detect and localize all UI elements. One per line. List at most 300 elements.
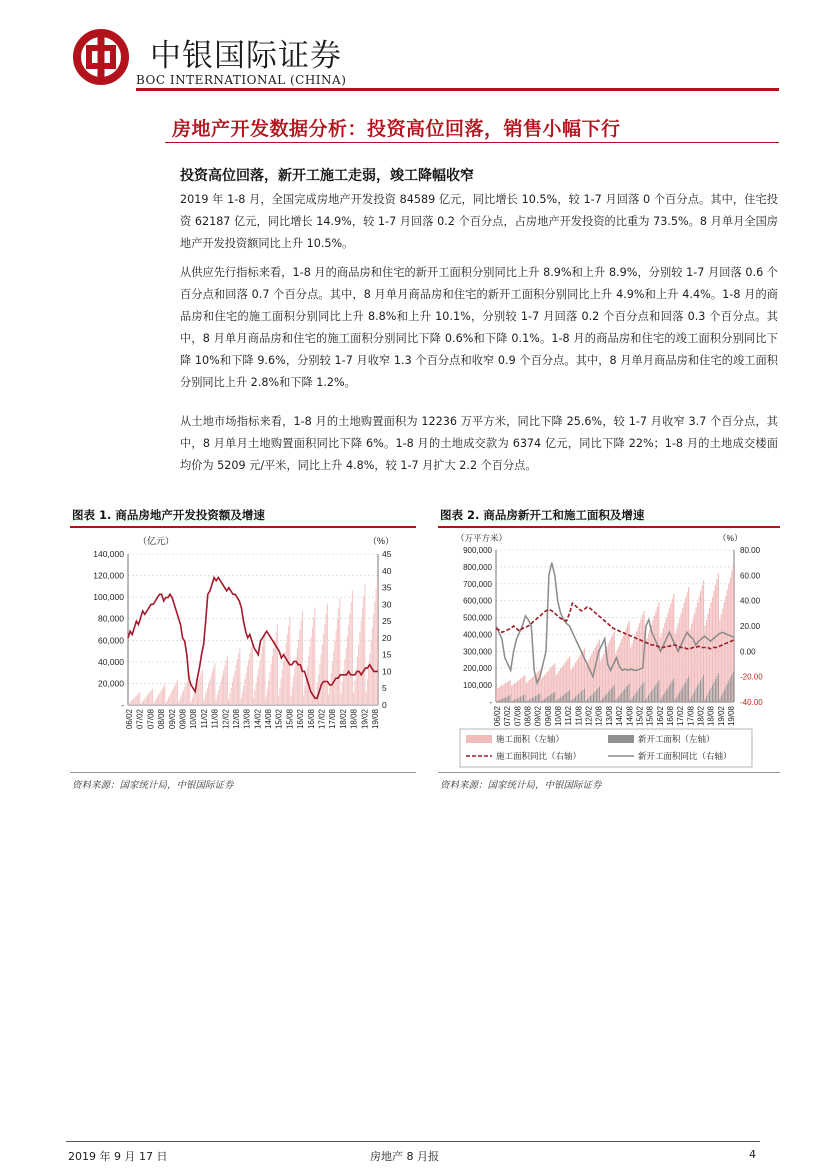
investment-bar — [309, 647, 310, 705]
construction-area-bar — [575, 663, 576, 702]
new-start-area-bar — [648, 695, 649, 702]
investment-bar — [198, 680, 199, 705]
new-start-area-bar — [666, 690, 667, 702]
investment-bar — [173, 688, 174, 705]
x-tick-label: 18/02 — [338, 709, 348, 730]
x-tick-label: 06/02 — [493, 706, 502, 727]
investment-bar — [183, 690, 184, 705]
investment-bar — [284, 652, 285, 705]
new-start-area-bar — [526, 701, 527, 702]
x-tick-label: 17/02 — [676, 706, 686, 727]
investment-bar — [168, 698, 169, 705]
construction-area-bar — [725, 596, 726, 702]
new-start-area-bar — [676, 697, 677, 702]
right-tick-label: 10 — [382, 666, 392, 677]
investment-bar — [303, 695, 304, 705]
right-tick-label: 15 — [382, 649, 392, 660]
investment-bar — [221, 680, 222, 705]
investment-bar — [369, 653, 370, 705]
investment-bar — [149, 692, 150, 705]
construction-area-bar — [530, 679, 531, 702]
investment-bar — [368, 666, 369, 705]
x-tick-label: 16/02 — [296, 709, 306, 730]
section-heading: 投资高位回落，新开工施工走弱，竣工降幅收窄 — [180, 168, 474, 184]
investment-bar — [251, 647, 252, 705]
construction-area-bar — [694, 613, 695, 702]
construction-area-bar — [526, 683, 527, 702]
x-tick-label: 11/08 — [210, 709, 220, 729]
new-start-area-bar — [632, 698, 633, 702]
investment-bar — [361, 620, 362, 705]
investment-bar — [233, 676, 234, 705]
x-tick-label: 16/08 — [306, 709, 316, 730]
investment-bar — [308, 656, 309, 705]
construction-area-bar — [678, 623, 679, 702]
new-start-area-bar — [542, 700, 543, 702]
construction-area-bar — [602, 657, 603, 702]
left-tick-label: 600,000 — [463, 596, 492, 606]
investment-bar — [291, 696, 292, 705]
investment-bar — [352, 591, 353, 705]
x-tick-label: 07/02 — [503, 706, 513, 727]
investment-bar — [263, 639, 264, 705]
investment-bar — [311, 637, 312, 705]
new-start-area-bar — [562, 696, 563, 702]
left-tick-label: - — [121, 700, 124, 710]
investment-bar — [346, 648, 347, 705]
investment-bar — [253, 698, 254, 705]
investment-bar — [242, 692, 243, 705]
new-start-area-bar — [496, 701, 497, 702]
new-start-area-bar — [577, 695, 578, 702]
left-tick-label: 200,000 — [463, 664, 492, 674]
figure-2-source: 资料来源：国家统计局，中银国际证券 — [440, 780, 602, 791]
new-start-area-bar — [706, 696, 707, 702]
investment-bar — [204, 697, 205, 705]
investment-bar — [181, 696, 182, 705]
new-start-area-bar — [594, 691, 595, 702]
company-name-cn: 中银国际证券 — [150, 38, 342, 74]
investment-bar — [214, 663, 215, 705]
construction-area-bar — [545, 674, 546, 702]
investment-bar — [331, 673, 332, 705]
new-start-area-bar — [685, 682, 686, 702]
left-tick-label: 80,000 — [98, 613, 124, 624]
new-start-area-bar — [691, 697, 692, 702]
investment-bar — [357, 657, 358, 705]
new-start-area-bar — [525, 694, 526, 702]
investment-bar — [266, 697, 267, 705]
new-start-area-bar — [675, 699, 676, 702]
investment-bar — [236, 665, 237, 705]
new-start-area-bar — [569, 690, 570, 702]
left-tick-label: 140,000 — [93, 549, 124, 559]
investment-bar — [203, 701, 204, 705]
new-start-area-bar — [608, 692, 609, 702]
x-tick-label: 15/08 — [285, 709, 295, 730]
figure-1-title: 图表 1. 商品房地产开发投资额及增速 — [72, 508, 265, 522]
investment-bar — [193, 694, 194, 705]
new-start-area-bar — [644, 682, 645, 702]
construction-area-bar — [722, 608, 723, 702]
x-tick-label: 06/02 — [125, 709, 134, 730]
right-tick-label: -20.00 — [740, 672, 763, 682]
investment-bar — [157, 697, 158, 705]
investment-bar — [353, 693, 354, 705]
company-name-en: BOC INTERNATIONAL (CHINA) — [136, 73, 347, 87]
new-start-area-bar — [597, 688, 598, 702]
investment-bar — [239, 648, 240, 705]
new-start-area-bar — [687, 679, 688, 702]
new-start-area-bar — [580, 693, 581, 702]
new-start-area-bar — [642, 684, 643, 702]
investment-bar — [279, 687, 280, 705]
x-tick-label: 18/02 — [696, 706, 706, 727]
construction-area-bar — [511, 686, 512, 702]
investment-bar — [153, 703, 154, 705]
construction-area-bar — [660, 638, 661, 702]
investment-bar — [274, 640, 275, 705]
construction-area-bar — [514, 683, 515, 702]
boc-logo-icon — [72, 28, 130, 86]
new-start-area-bar — [654, 687, 655, 702]
investment-bar — [281, 678, 282, 705]
new-start-area-bar — [699, 683, 700, 702]
construction-area-bar — [724, 602, 725, 702]
investment-bar — [243, 686, 244, 705]
investment-bar — [252, 640, 253, 705]
investment-bar — [164, 685, 165, 705]
x-tick-label: 19/02 — [716, 706, 726, 727]
right-tick-label: 0.00 — [740, 647, 756, 657]
new-start-area-bar — [592, 694, 593, 702]
construction-area-bar — [707, 614, 708, 702]
investment-bar — [186, 684, 187, 705]
x-tick-label: 11/08 — [574, 706, 584, 726]
construction-area-bar — [498, 688, 499, 702]
investment-bar — [246, 673, 247, 705]
investment-bar — [176, 683, 177, 705]
new-start-area-bar — [519, 697, 520, 702]
investment-bar — [223, 670, 224, 705]
investment-bar — [367, 679, 368, 705]
investment-bar — [339, 598, 340, 705]
new-start-area-bar — [690, 699, 691, 702]
investment-bar — [212, 671, 213, 705]
investment-bar — [268, 681, 269, 705]
investment-bar — [364, 584, 365, 705]
left-tick-label: 500,000 — [463, 613, 492, 623]
new-start-area-bar — [498, 701, 499, 702]
investment-bar — [344, 659, 345, 705]
new-start-area-bar — [609, 690, 610, 702]
new-start-area-bar — [623, 691, 624, 702]
investment-bar — [343, 671, 344, 705]
new-start-area-bar — [688, 677, 689, 702]
construction-area-bar — [710, 603, 711, 702]
construction-area-bar — [709, 608, 710, 702]
new-start-area-bar — [663, 695, 664, 702]
construction-area-bar — [721, 614, 722, 702]
investment-bar — [273, 648, 274, 705]
new-start-area-bar — [563, 695, 564, 702]
investment-bar — [326, 614, 327, 705]
investment-bar — [302, 611, 303, 705]
new-start-area-bar — [584, 688, 585, 702]
new-start-area-bar — [705, 699, 706, 702]
x-tick-label: 10/08 — [554, 706, 564, 727]
new-start-area-bar — [657, 682, 658, 702]
new-start-area-bar — [507, 697, 508, 702]
investment-bar — [178, 702, 179, 705]
investment-bar — [321, 654, 322, 705]
investment-bar — [191, 701, 192, 705]
new-start-area-bar — [660, 700, 661, 702]
investment-bar — [294, 667, 295, 705]
investment-bar — [363, 596, 364, 705]
new-start-area-bar — [621, 693, 622, 702]
construction-area-bar — [529, 680, 530, 702]
investment-bar — [161, 691, 162, 705]
investment-bar — [219, 685, 220, 705]
investment-bar — [334, 641, 335, 705]
new-start-area-bar — [522, 696, 523, 702]
left-tick-label: 100,000 — [93, 592, 124, 603]
investment-bar — [241, 699, 242, 705]
construction-area-bar — [544, 675, 545, 702]
investment-bar — [206, 692, 207, 705]
new-start-area-bar — [547, 697, 548, 702]
header-rule — [136, 88, 779, 91]
investment-bar — [137, 695, 138, 705]
new-start-area-bar — [560, 697, 561, 702]
new-start-area-bar — [520, 697, 521, 702]
investment-bar — [259, 661, 260, 705]
investment-bar — [166, 703, 167, 705]
investment-bar — [354, 681, 355, 705]
footer-rule — [66, 1141, 760, 1142]
investment-bar — [227, 655, 228, 705]
investment-bar — [133, 699, 134, 705]
investment-bar — [222, 675, 223, 705]
investment-bar — [167, 700, 168, 705]
new-start-area-bar — [541, 701, 542, 702]
construction-area-bar — [574, 665, 575, 702]
investment-bar — [249, 653, 250, 705]
new-start-area-bar — [517, 698, 518, 702]
paragraph-investment: 2019 年 1-8 月，全国完成房地产开发投资 84589 亿元，同比增长 10.5%，较 1-7 月回落 0 个百分点。其中，住宅投资 62187 亿元，同比增长 14.9%，较 1-7 月回落 0.2 个百分点，占房地产开发投资的比重为 73.5%。8 月单月全国房地产开发投资额同比上升 10.5%。 — [180, 193, 778, 250]
new-start-area-bar — [504, 698, 505, 702]
investment-bar — [128, 704, 129, 705]
investment-bar — [172, 690, 173, 705]
paragraph-land: 从土地市场指标来看，1-8 月的土地购置面积为 12236 万平方米，同比下降 25.6%，较 1-7 月收窄 3.7 个百分点，其中，8 月单月土地购置面积同比下降 6%。1-8 月的土地成交款为 6374 亿元，同比下降 22%；1-8 月的土地成交楼面均价为 5209 元/平米，同比上升 4.8%，较 1-7 月扩大 2.2 个百分点。 — [180, 415, 778, 472]
investment-chart — [70, 530, 416, 770]
right-tick-label: 60.00 — [740, 571, 761, 581]
construction-area-bar — [706, 620, 707, 702]
investment-bar — [231, 688, 232, 705]
investment-bar — [283, 661, 284, 705]
investment-bar — [177, 680, 178, 705]
new-start-area-bar — [636, 692, 637, 702]
investment-bar — [179, 699, 180, 705]
new-start-area-bar — [641, 686, 642, 702]
new-start-area-bar — [672, 681, 673, 702]
construction-area-bar — [541, 679, 542, 702]
report-title: 房地产开发数据分析：投资高位回落，销售小幅下行 — [172, 118, 621, 140]
new-start-area-bar — [682, 687, 683, 702]
investment-bar — [297, 649, 298, 705]
x-tick-label: 14/02 — [615, 706, 625, 727]
new-start-area-bar — [590, 696, 591, 702]
construction-area-bar — [695, 608, 696, 702]
x-tick-label: 18/08 — [706, 706, 716, 727]
investment-bar — [341, 694, 342, 705]
construction-area-bar — [690, 630, 691, 702]
new-start-area-bar — [602, 699, 603, 702]
new-start-area-bar — [618, 696, 619, 702]
construction-area-bar — [618, 646, 619, 702]
construction-area-bar — [572, 667, 573, 702]
investment-bar — [314, 608, 315, 705]
investment-bar — [152, 689, 153, 705]
investment-bar — [217, 695, 218, 705]
construction-area-bar — [630, 648, 631, 702]
x-tick-label: 14/02 — [253, 709, 263, 730]
new-start-area-bar — [712, 685, 713, 702]
x-tick-label: 19/08 — [371, 709, 380, 730]
investment-bar — [247, 666, 248, 705]
investment-bar — [224, 665, 225, 705]
footer-page-number: 4 — [749, 1148, 756, 1161]
right-tick-label: 20.00 — [740, 622, 761, 631]
investment-bar — [324, 624, 325, 705]
construction-area-bar — [571, 670, 572, 702]
new-start-area-bar — [629, 683, 630, 702]
investment-bar — [147, 695, 148, 705]
construction-area-bar — [646, 638, 647, 702]
new-start-area-bar — [568, 691, 569, 702]
new-start-area-bar — [694, 691, 695, 702]
investment-bar — [136, 696, 137, 705]
new-start-area-bar — [655, 684, 656, 702]
construction-area-bar — [679, 618, 680, 702]
investment-bar — [336, 630, 337, 705]
left-tick-label: 60,000 — [98, 635, 124, 646]
construction-area-bar — [636, 631, 637, 702]
investment-bar — [234, 671, 235, 705]
new-start-area-bar — [647, 698, 648, 702]
new-start-area-bar — [529, 699, 530, 702]
legend-label-new-start-area: 新开工面积（左轴） — [638, 734, 715, 744]
new-start-area-bar — [587, 699, 588, 702]
construction-area-bar — [527, 681, 528, 702]
new-start-area-bar — [605, 695, 606, 702]
left-tick-label: - — [489, 698, 492, 707]
company-logo — [72, 28, 130, 86]
investment-bar — [307, 666, 308, 705]
investment-bar — [209, 680, 210, 705]
construction-area-bar — [632, 644, 633, 702]
right-tick-label: 0 — [382, 700, 387, 710]
investment-bar — [374, 601, 375, 705]
investment-bar — [372, 627, 373, 705]
new-start-area-bar — [638, 690, 639, 702]
investment-bar — [269, 673, 270, 705]
x-tick-label: 15/02 — [274, 709, 284, 730]
investment-bar — [144, 699, 145, 705]
construction-area-bar — [661, 633, 662, 702]
new-start-area-bar — [639, 688, 640, 702]
new-start-area-bar — [678, 694, 679, 702]
construction-area-bar — [585, 665, 586, 702]
new-start-area-bar — [664, 693, 665, 702]
investment-bar — [316, 695, 317, 705]
construction-area-bar — [560, 669, 561, 702]
new-start-area-bar — [722, 693, 723, 702]
construction-area-bar — [590, 656, 591, 702]
investment-bar — [262, 646, 263, 705]
new-start-area-bar — [645, 700, 646, 702]
new-start-area-bar — [679, 692, 680, 702]
right-axis-unit: （%） — [368, 536, 395, 546]
new-start-area-bar — [728, 681, 729, 702]
investment-bar — [226, 660, 227, 705]
right-tick-label: 30 — [382, 599, 392, 610]
construction-area-bar — [693, 619, 694, 702]
construction-area-bar — [634, 635, 635, 702]
new-start-area-bar — [508, 696, 509, 702]
new-start-area-bar — [566, 693, 567, 702]
new-start-area-bar — [565, 694, 566, 702]
investment-bar — [313, 618, 314, 705]
new-start-area-bar — [589, 697, 590, 702]
x-tick-label: 07/02 — [135, 709, 145, 730]
construction-area-bar — [676, 628, 677, 702]
new-start-area-bar — [538, 694, 539, 702]
left-tick-label: 300,000 — [463, 647, 492, 657]
new-start-area-bar — [612, 687, 613, 702]
new-start-area-bar — [620, 695, 621, 702]
investment-bar — [138, 693, 139, 705]
investment-bar — [232, 682, 233, 705]
right-tick-label: 45 — [382, 549, 392, 559]
investment-bar — [351, 602, 352, 705]
investment-bar — [377, 576, 378, 705]
construction-area-bar — [651, 625, 652, 702]
new-start-area-bar — [626, 687, 627, 702]
new-start-area-bar — [551, 694, 552, 702]
investment-bar — [238, 654, 239, 705]
new-start-area-bar — [600, 700, 601, 702]
x-tick-label: 07/08 — [146, 709, 156, 730]
new-start-area-bar — [718, 673, 719, 702]
figure-1-source-rule — [70, 772, 416, 773]
construction-area-bar — [649, 629, 650, 702]
new-start-area-bar — [514, 700, 515, 702]
investment-bar — [188, 678, 189, 705]
new-start-area-bar — [703, 675, 704, 702]
left-tick-label: 400,000 — [463, 630, 492, 640]
construction-area-bar — [600, 660, 601, 702]
investment-bar — [373, 614, 374, 705]
figure-2-title: 图表 2. 商品房新开工和施工面积及增速 — [440, 508, 645, 522]
legend-swatch-construction-area — [466, 735, 492, 743]
right-tick-label: 40.00 — [740, 596, 761, 606]
construction-area-bar — [557, 673, 558, 702]
x-tick-label: 09/08 — [543, 706, 553, 727]
right-tick-label: 5 — [382, 683, 387, 694]
new-start-area-bar — [725, 687, 726, 702]
